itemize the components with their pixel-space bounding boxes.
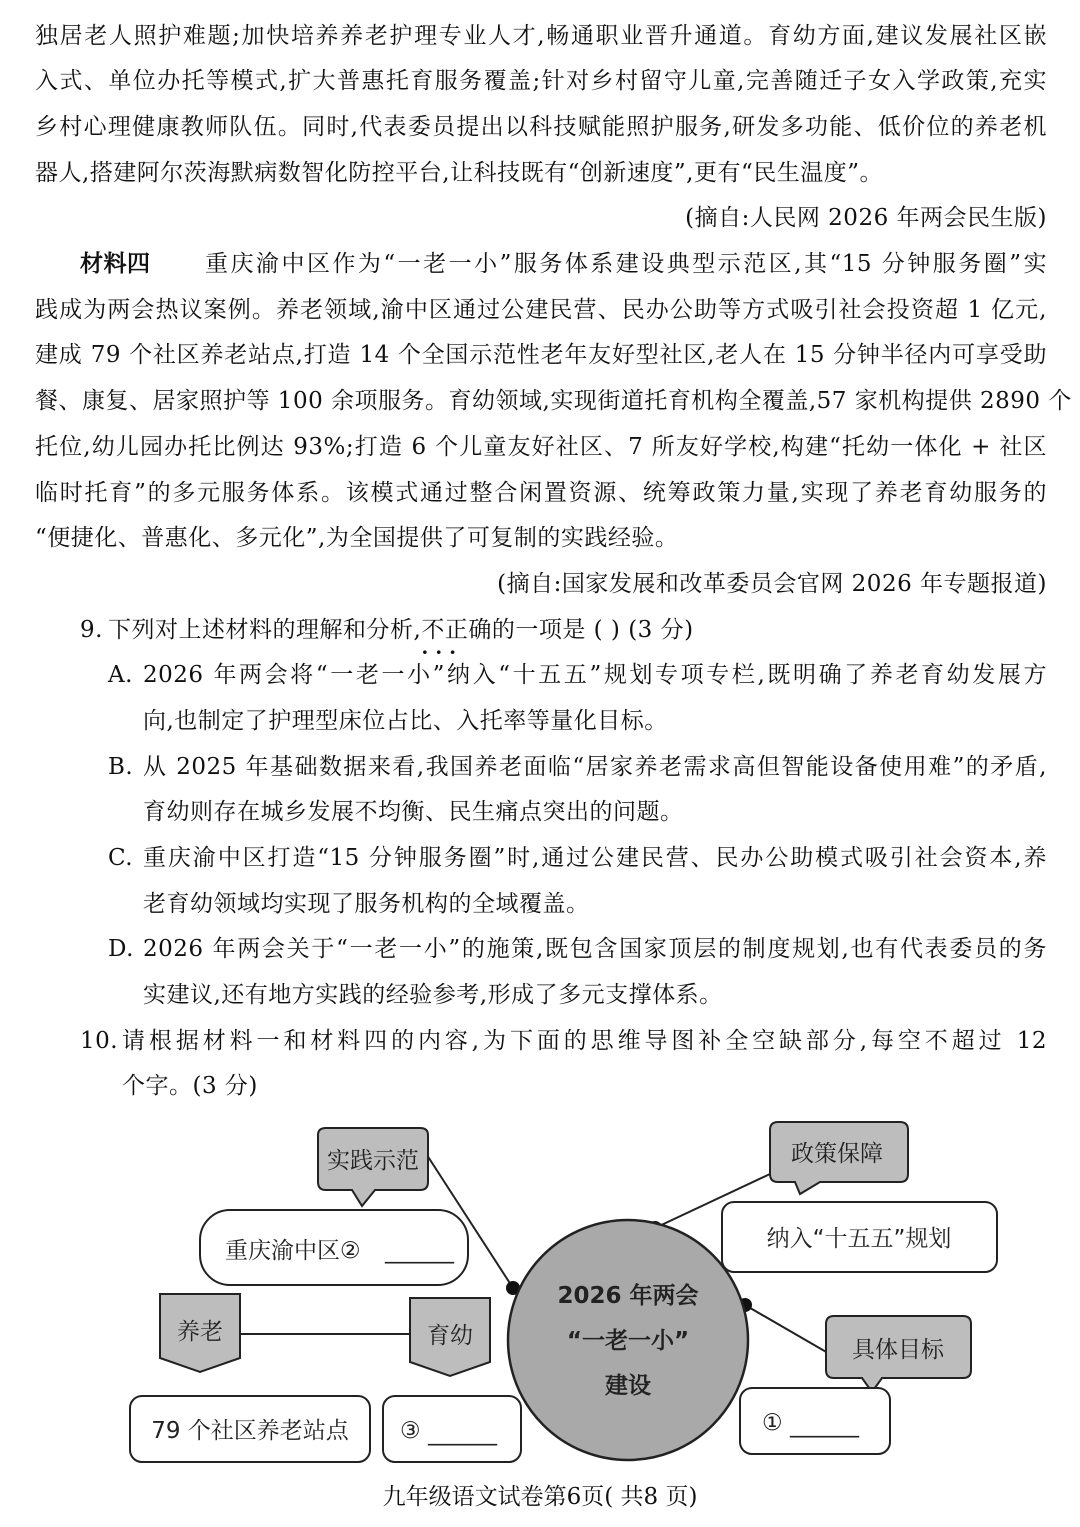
policy-answer-text: 纳入“十五五”规划 bbox=[766, 1226, 952, 1252]
option-c-label: C. bbox=[108, 845, 134, 871]
passage-line: 独居老人照护难题;加快培养养老护理专业人才,畅通职业晋升通道。育幼方面,建议发展社区嵌 bbox=[35, 23, 1047, 49]
childcare-label: 育幼 bbox=[427, 1323, 473, 1349]
mind-map bbox=[0, 1110, 1080, 1470]
option-d-text: 2026 年两会关于“一老一小”的施策,既包含国家顶层的制度规划,也有代表委员的务 bbox=[143, 936, 1047, 962]
option-c-text: 老育幼领域均实现了服务机构的全域覆盖。 bbox=[143, 891, 590, 917]
practice-answer-text: 重庆渝中区② bbox=[225, 1238, 361, 1264]
emphasized-text: 不正确 · · · bbox=[421, 614, 492, 646]
question-10-stem: 请根据材料一和材料四的内容,为下面的思维导图补全空缺部分,每空不超过 12 bbox=[122, 1028, 1047, 1054]
blank-line: ______ bbox=[790, 1412, 859, 1438]
center-title: 建设 bbox=[605, 1373, 651, 1399]
material-line: “便捷化、普惠化、多元化”,为全国提供了可复制的实践经验。 bbox=[35, 525, 679, 551]
option-b-text: 从 2025 年基础数据来看,我国养老面临“居家养老需求高但智能设备使用难”的矛盾, bbox=[143, 754, 1047, 780]
stem-text: 下列对上述材料的理解和分析, bbox=[108, 617, 422, 643]
goal-label: 具体目标 bbox=[852, 1337, 944, 1363]
material-line: 托位,幼儿园办托比例达 93%;打造 6 个儿童友好社区、7 所友好学校,构建“托幼一体化 + 社区 bbox=[35, 434, 1047, 460]
material-line: 践成为两会热议案例。养老领域,渝中区通过公建民营、民办公助等方式吸引社会投资超 1 亿元, bbox=[35, 297, 1047, 323]
passage-line: 乡村心理健康教师队伍。同时,代表委员提出以科技赋能照护服务,研发多功能、低价位的养老机 bbox=[35, 114, 1047, 140]
source-citation: (摘自:国家发展和改革委员会官网 2026 年专题报道) bbox=[497, 571, 1047, 597]
option-b-text: 育幼则存在城乡发展不均衡、民生痛点突出的问题。 bbox=[143, 799, 684, 825]
material-line: 临时托育”的多元服务体系。该模式通过整合闲置资源、统筹政策力量,实现了养老育幼服务的 bbox=[35, 480, 1047, 506]
practice-label: 实践示范 bbox=[327, 1148, 419, 1174]
option-a-text: 向,也制定了护理型床位占比、入托率等量化目标。 bbox=[143, 708, 668, 734]
material-label: 材料四 bbox=[80, 251, 151, 277]
option-a-text: 2026 年两会将“一老一小”纳入“十五五”规划专项专栏,既明确了养老育幼发展方 bbox=[143, 662, 1047, 688]
blank-line: ______ bbox=[428, 1420, 497, 1446]
option-a-label: A. bbox=[108, 662, 133, 688]
option-b-label: B. bbox=[108, 754, 134, 780]
material-line: 餐、康复、居家照护等 100 余项服务。育幼领域,实现街道托育机构全覆盖,57 家机构提供 2890 个 bbox=[35, 388, 1072, 414]
question-9-stem bbox=[108, 614, 694, 646]
blank-marker-1: ① bbox=[762, 1410, 783, 1436]
question-9-number: 9. bbox=[80, 617, 103, 643]
material-line: 重庆渝中区作为“一老一小”服务体系建设典型示范区,其“15 分钟服务圈”实 bbox=[205, 251, 1047, 277]
material-line: 建成 79 个社区养老站点,打造 14 个全国示范性老年友好型社区,老人在 15 分钟半径内可享受助 bbox=[35, 342, 1047, 368]
blank-marker-3: ③ bbox=[400, 1418, 421, 1444]
center-title: 2026 年两会 bbox=[557, 1283, 699, 1309]
stem-text: 的一项是 ( ) (3 分) bbox=[491, 617, 694, 643]
eldercare-label: 养老 bbox=[177, 1319, 223, 1345]
option-d-label: D. bbox=[108, 936, 134, 962]
blank-line: ______ bbox=[385, 1238, 454, 1264]
connector-line bbox=[745, 1305, 828, 1353]
page-footer: 九年级语文试卷第6页( 共8 页) bbox=[382, 1484, 698, 1510]
eldercare-answer-text: 79 个社区养老站点 bbox=[151, 1418, 349, 1444]
question-10-number: 10. bbox=[80, 1028, 119, 1054]
source-citation: (摘自:人民网 2026 年两会民生版) bbox=[685, 205, 1047, 231]
center-title: “一老一小” bbox=[566, 1328, 690, 1354]
policy-label: 政策保障 bbox=[791, 1141, 883, 1167]
passage-line: 入式、单位办托等模式,扩大普惠托育服务覆盖;针对乡村留守儿童,完善随迁子女入学政策,充实 bbox=[35, 68, 1047, 94]
option-d-text: 实建议,还有地方实践的经验参考,形成了多元支撑体系。 bbox=[143, 982, 723, 1008]
question-10-stem: 个字。(3 分) bbox=[122, 1073, 258, 1099]
option-c-text: 重庆渝中区打造“15 分钟服务圈”时,通过公建民营、民办公助模式吸引社会资本,养 bbox=[143, 845, 1047, 871]
passage-line: 器人,搭建阿尔茨海默病数智化防控平台,让科技既有“创新速度”,更有“民生温度”。 bbox=[35, 160, 883, 186]
